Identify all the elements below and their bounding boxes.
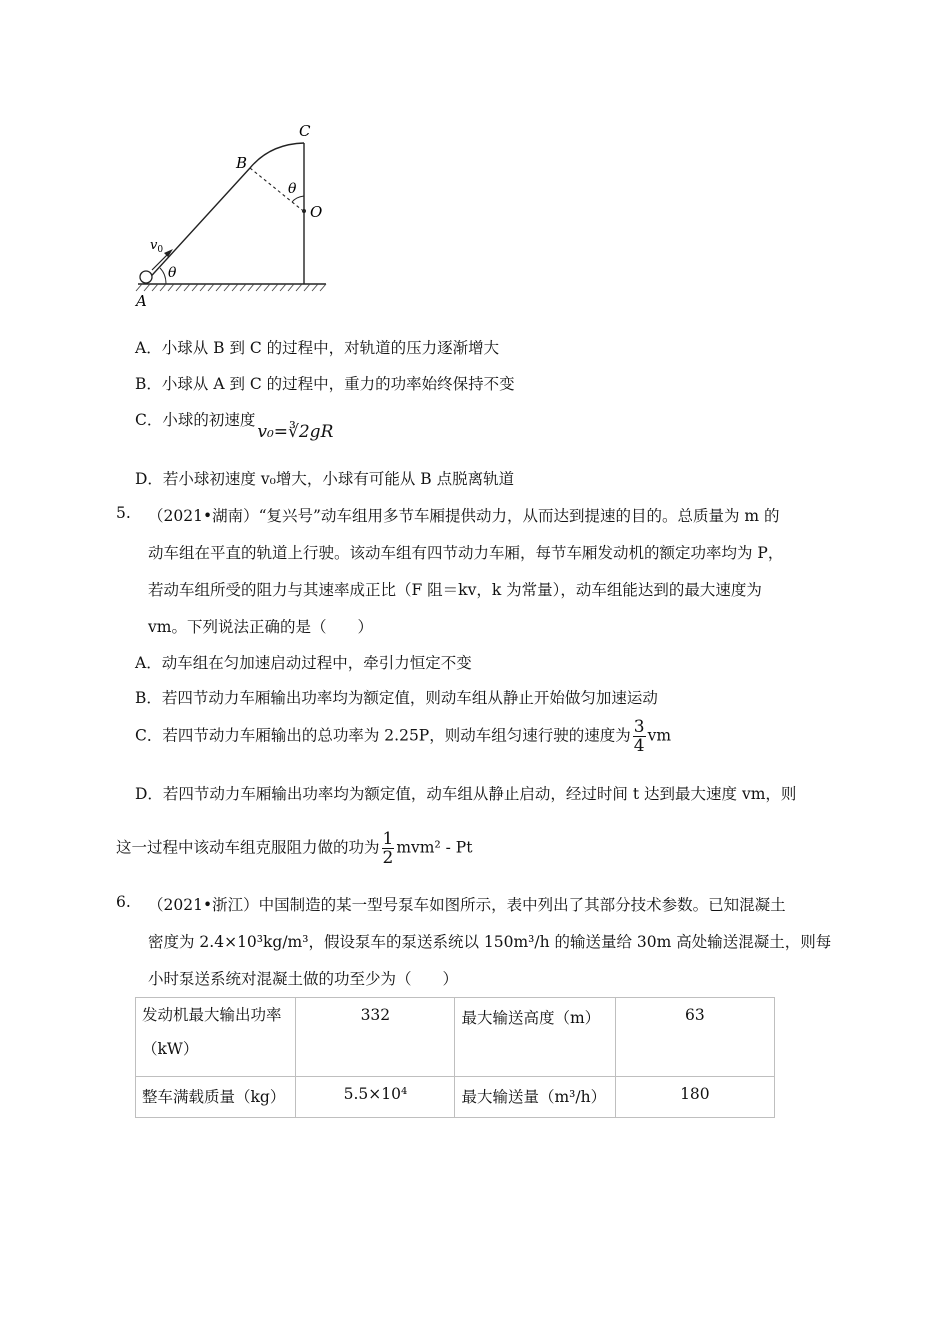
- q5-option-a: A．动车组在匀加速启动过程中，牵引力恒定不变: [135, 654, 472, 672]
- pump-truck-spec-table: [135, 997, 775, 1118]
- table-cell: 63: [615, 998, 774, 1077]
- center-point-o: [302, 209, 306, 213]
- label-v0: $v_0$: [150, 238, 164, 255]
- q6-stem-line1: （2021•浙江）中国制造的某一型号泵车如图所示，表中列出了其部分技术参数。已知混凝土: [148, 896, 786, 914]
- q6-stem-line2: 密度为 2.4×10³kg/m³，假设泵车的泵送系统以 150m³/h 的输送量给 30m 高处输送混凝土，则每: [148, 933, 832, 951]
- table-cell: 180: [615, 1077, 774, 1118]
- table-row: [136, 998, 775, 1077]
- q5-option-c-text: C．若四节动力车厢输出的总功率为 2.25P，则动车组匀速行驶的速度为: [135, 726, 631, 745]
- q4-option-b: B．小球从 A 到 C 的过程中，重力的功率始终保持不变: [135, 375, 515, 393]
- q4-option-c-text: C．小球的初速度: [135, 411, 256, 429]
- track-diagram: [130, 118, 340, 313]
- q5-stem-line1: （2021•湖南）“复兴号”动车组用多节车厢提供动力，从而达到提速的目的。总质量为 m 的: [148, 507, 780, 525]
- label-c: C: [299, 122, 311, 140]
- label-a: A: [136, 292, 147, 310]
- q6-number: 6.: [116, 893, 131, 911]
- q5-option-c-fraction: $\frac{3}{4}$: [633, 717, 645, 756]
- table-cell: 整车满载质量（kg）: [136, 1077, 296, 1118]
- q4-option-c: [135, 408, 334, 442]
- table-cell: 最大输送量（m³/h）: [455, 1077, 615, 1118]
- label-o: O: [310, 203, 323, 221]
- q5-stem-line3: 若动车组所受的阻力与其速率成正比（F 阻＝kv，k 为常量），动车组能达到的最大速度为: [148, 581, 762, 599]
- q5-option-d-line2: [116, 830, 472, 867]
- ball: [140, 271, 152, 283]
- q6-stem-line3: 小时泵送系统对混凝土做的功至少为（ ）: [148, 970, 459, 988]
- q4-option-a: A．小球从 B 到 C 的过程中，对轨道的压力逐渐增大: [135, 339, 500, 357]
- label-b: B: [236, 154, 248, 172]
- table-cell: 最大输送高度（m）: [455, 998, 615, 1077]
- label-theta-o: θ: [288, 181, 297, 197]
- table-cell: 发动机最大输出功率（kW）: [136, 998, 296, 1077]
- table-cell: 332: [296, 998, 455, 1077]
- q5-option-d-suffix: mvm² - Pt: [396, 838, 473, 857]
- q5-option-c-suffix: vm: [647, 726, 672, 745]
- q5-stem-line2: 动车组在平直的轨道上行驶。该动车组有四节动力车厢，每节车厢发动机的额定功率均为 P，: [148, 544, 784, 562]
- q5-option-d-text: 这一过程中该动车组克服阻力做的功为: [116, 838, 380, 857]
- label-theta-a: θ: [168, 265, 177, 281]
- q5-option-d-fraction: $\frac{1}{2}$: [382, 829, 394, 868]
- q4-option-c-formula: v₀=∛2gR: [257, 422, 334, 442]
- q5-number: 5.: [116, 504, 131, 522]
- q4-option-d: D．若小球初速度 v₀增大，小球有可能从 B 点脱离轨道: [135, 470, 515, 488]
- q5-option-b: B．若四节动力车厢输出功率均为额定值，则动车组从静止开始做匀加速运动: [135, 689, 658, 707]
- q5-stem-line4: vm。下列说法正确的是（ ）: [148, 618, 373, 636]
- q5-option-d-line1: D．若四节动力车厢输出功率均为额定值，动车组从静止启动，经过时间 t 达到最大速度 vm，则: [135, 785, 797, 803]
- table-cell: 5.5×10⁴: [296, 1077, 455, 1118]
- table-row: [136, 1077, 775, 1118]
- q5-option-c: [135, 718, 671, 755]
